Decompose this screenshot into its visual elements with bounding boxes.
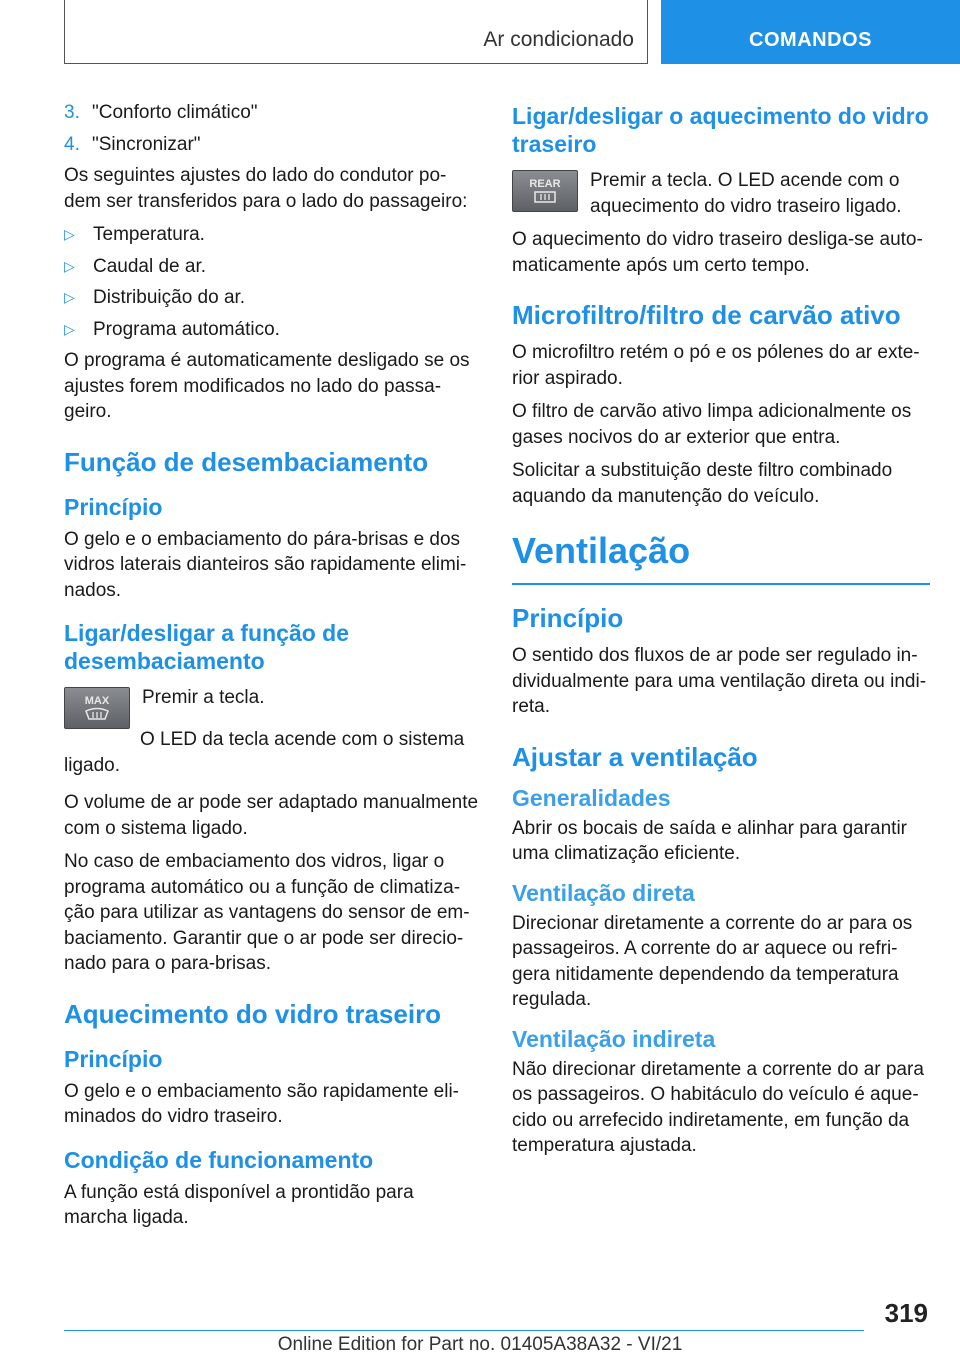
general-heading: Generalidades — [512, 784, 671, 811]
max-label: MAX — [84, 695, 110, 707]
bullet-item — [64, 222, 482, 248]
vent-principle-text: O sentido dos fluxos de ar pode ser regulado in-dividualmente para uma ventilação direta ou indi-reta. — [512, 645, 927, 717]
ventilation-heading: Ventilação — [512, 531, 930, 585]
rear-principle-text: O gelo e o embaciamento são rapidamente eli-minados do vidro traseiro. — [64, 1080, 460, 1127]
triangle-bullet-icon: ▷ — [64, 226, 75, 242]
item-number: 3. — [64, 102, 80, 123]
indirect-vent-text: Não direcionar diretamente a corrente do ar para os passageiros. O habitáculo do veículo é aque-cido ou arrefecido indiretamente, em função da temperatura ajustada. — [512, 1058, 924, 1156]
principle-heading: Princípio — [64, 493, 163, 520]
vent-principle-heading: Princípio — [512, 603, 624, 633]
bullet-item — [64, 285, 482, 311]
bullet-item — [64, 317, 482, 343]
rear-window-heat-icon — [532, 190, 558, 204]
bullet-item — [64, 254, 482, 280]
general-text: Abrir os bocais de saída e alinhar para garantir uma climatização eficiente. — [512, 817, 908, 864]
defrost-switch-heading: Ligar/desligar a função de desembaciamento — [64, 620, 350, 674]
item-text: "Conforto climático" — [92, 102, 258, 123]
bullet-text: Caudal de ar. — [93, 255, 207, 277]
rear-defrost-button-icon — [512, 170, 578, 212]
adjust-vent-heading: Ajustar a ventilação — [512, 741, 758, 772]
direct-vent-text: Direcionar diretamente a corrente do ar para os passageiros. A corrente do ar aquece ou refri-gera nitidamente dependendo da temperatura regulada. — [512, 912, 913, 1010]
bullet-text: Temperatura. — [93, 224, 205, 245]
rear-label: REAR — [529, 178, 561, 190]
numbered-item — [64, 132, 482, 158]
right-column — [512, 100, 930, 1167]
fogging-text: No caso de embaciamento dos vidros, ligar o programa automático ou a função de climatiza-ção para utilizar as vantagens do sensor de em-baciamento. Garantir que o ar pode ser direcio-nado para o para-brisas. — [64, 851, 470, 974]
rear-switch-heading: Ligar/desligar o aquecimento do vidro traseiro — [512, 103, 929, 157]
item-number: 4. — [64, 133, 80, 155]
bullet-text: Distribuição do ar. — [93, 287, 246, 308]
led-on-text: O LED da tecla acende com o sistema ligado. — [64, 729, 465, 776]
filter-heading: Microfiltro/filtro de carvão ativo — [512, 300, 901, 330]
rear-auto-off-text: O aquecimento do vidro traseiro desliga-se auto-maticamente após um certo tempo. — [512, 229, 923, 276]
page-number: 319 — [884, 1298, 928, 1328]
footer-divider — [64, 1330, 864, 1331]
rear-heating-heading: Aquecimento do vidro traseiro — [64, 998, 442, 1029]
header-chapter-tab: COMANDOS — [661, 0, 960, 64]
condition-text: A função está disponível a prontidão para marcha ligada. — [64, 1181, 414, 1228]
numbered-item — [64, 100, 482, 126]
max-defrost-button-icon — [64, 687, 130, 729]
defrost-key-row — [64, 685, 482, 729]
defrost-principle: O gelo e o embaciamento do pára-brisas e dos vidros laterais dianteiros são rapidamente elimi-nados. — [64, 528, 467, 601]
footer-edition: Online Edition for Part no. 01405A38A32 - VI/21 — [277, 1334, 683, 1355]
filter-text-3: Solicitar a substituição deste filtro combinado aquando da manutenção do veículo. — [512, 460, 893, 507]
triangle-bullet-icon: ▷ — [64, 289, 75, 305]
header-section-title: Ar condicionado — [483, 28, 634, 51]
transfer-intro: Os seguintes ajustes do lado do condutor po-dem ser transferidos para o lado do passageiro: — [64, 165, 468, 212]
left-column — [64, 100, 482, 1239]
press-key-text: Premir a tecla. — [142, 687, 265, 708]
windshield-heat-icon — [84, 707, 110, 721]
direct-vent-heading: Ventilação direta — [512, 879, 695, 906]
rear-press-text: Premir a tecla. O LED acende com o aquecimento do vidro traseiro ligado. — [590, 170, 902, 217]
filter-text-2: O filtro de carvão ativo limpa adicionalmente os gases nocivos do ar exterior que entra. — [512, 401, 912, 448]
triangle-bullet-icon: ▷ — [64, 257, 75, 274]
bullet-text: Programa automático. — [93, 318, 280, 340]
rear-key-row — [512, 168, 930, 227]
item-text: "Sincronizar" — [92, 133, 201, 155]
rear-principle-heading: Princípio — [64, 1045, 163, 1072]
triangle-bullet-icon: ▷ — [64, 320, 75, 337]
air-volume-text: O volume de ar pode ser adaptado manualmente com o sistema ligado. — [64, 792, 479, 839]
condition-heading: Condição de funcionamento — [64, 1146, 374, 1173]
defrost-heading: Função de desembaciamento — [64, 446, 429, 477]
auto-off-text: O programa é automaticamente desligado se os ajustes forem modificados no lado do passa-geiro. — [64, 350, 470, 422]
filter-text-1: O microfiltro retém o pó e os pólenes do ar exte-rior aspirado. — [512, 342, 920, 389]
indirect-vent-heading: Ventilação indireta — [512, 1025, 716, 1052]
